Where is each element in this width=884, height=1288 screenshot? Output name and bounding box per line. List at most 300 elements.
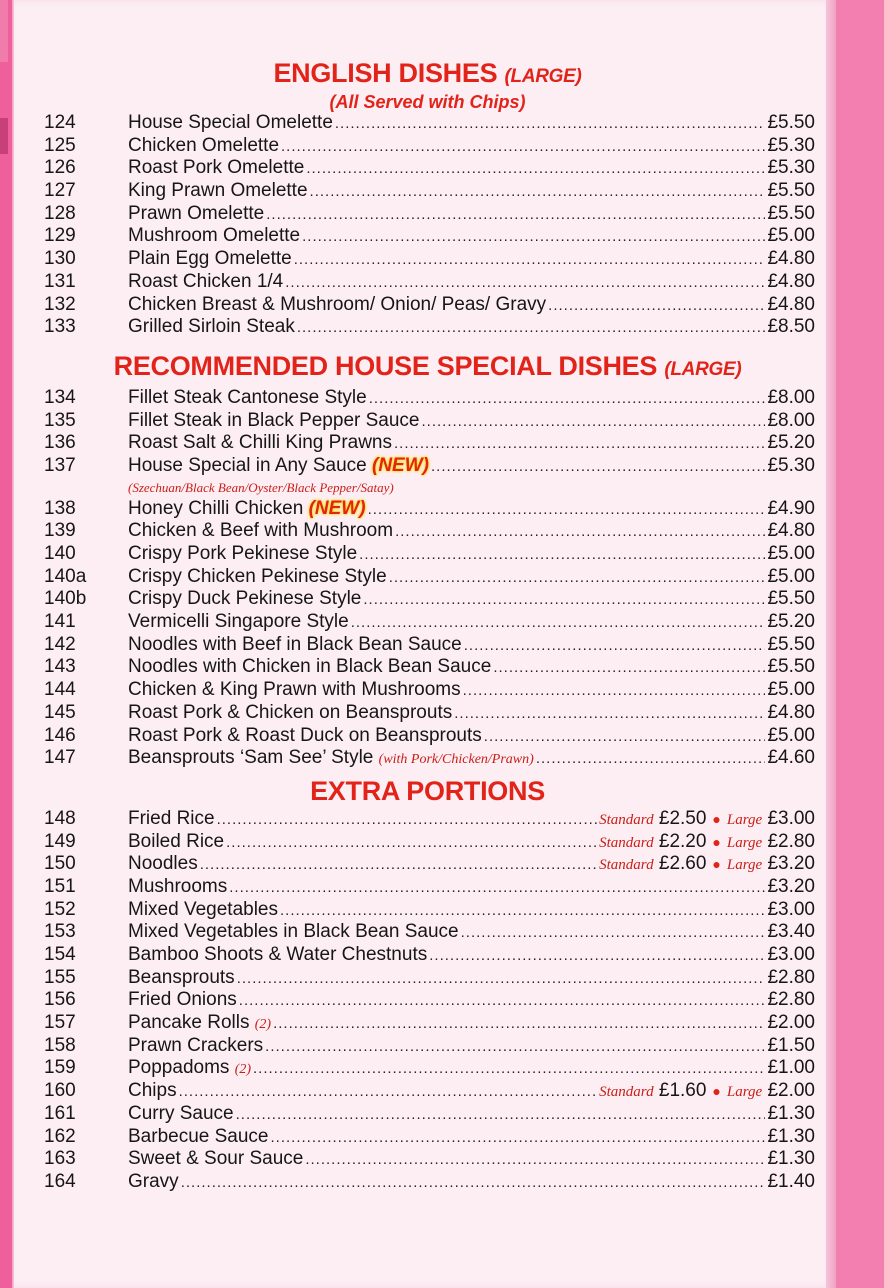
item-price: £1.30 [767,1125,815,1147]
item-name-group [128,1148,303,1170]
standard-price: £1.60 [658,1080,707,1102]
section-english-dishes [40,58,815,339]
item-name: Vermicelli Singapore Style [128,611,349,633]
item-name: Chicken Omelette [128,134,280,156]
item-name: Beansprouts ‘Sam See’ Style [128,747,374,769]
item-price-group [599,853,815,875]
item-price-group [767,747,815,769]
menu-item [40,611,815,634]
leader-dots [271,1129,766,1146]
item-price-group [767,656,815,678]
item-name: Roast Pork Omelette [128,157,305,179]
item-number: 154 [44,944,76,965]
item-price: £3.00 [767,898,815,920]
item-name-group [128,157,304,179]
item-name: Bamboo Shoots & Water Chestnuts [128,944,428,965]
item-name-group [128,112,333,134]
leader-dots [280,902,765,919]
item-name: Mixed Vegetables in Black Bean Sauce [128,921,459,943]
item-number: 134 [44,386,76,408]
item-price: £4.80 [767,293,815,315]
menu-item [40,180,815,203]
leader-dots [369,390,766,407]
item-price: £5.30 [767,454,815,476]
item-name: Fillet Steak in Black Pepper Sauce [128,409,420,431]
item-price: £2.80 [767,989,815,1011]
item-name-group [128,432,392,454]
large-price: £2.80 [767,830,815,852]
section-house-special-dishes [40,351,815,770]
item-name: Beansprouts [128,966,235,988]
item-name: Pancake Rolls [128,1012,250,1034]
large-label: Large [726,857,763,874]
item-price-group [767,1035,815,1057]
item-price-group [767,112,815,134]
menu-list [40,58,815,1194]
item-number: 138 [44,497,76,519]
item-price: £5.00 [767,225,815,247]
item-number: 140 [44,543,76,564]
standard-price: £2.50 [658,807,707,829]
item-price: £5.50 [767,588,815,610]
item-price: £5.20 [767,432,815,454]
leader-dots [431,458,765,475]
item-name: Curry Sauce [128,1102,234,1124]
item-name: Plain Egg Omelette [128,248,292,270]
item-name-group [128,294,546,316]
item-name-group [128,316,295,338]
leader-dots [422,413,766,430]
menu-item [40,876,815,899]
item-name-group [128,611,349,633]
item-price-group [767,1012,815,1034]
leader-dots [181,1174,766,1191]
item-name: Crispy Chicken Pekinese Style [128,565,387,587]
item-price-group [767,634,815,656]
item-name-group [128,808,215,830]
item-price-group [767,271,815,293]
item-name-group [128,248,292,270]
leader-dots [226,834,597,851]
item-price: £1.30 [767,1148,815,1170]
new-badge: (NEW) [308,497,366,519]
item-name: Noodles [128,853,198,875]
item-price: £4.60 [767,747,815,769]
item-name-group [128,566,387,588]
item-name: Honey Chilli Chicken [128,497,304,519]
item-number: 132 [44,293,76,315]
item-name: Sweet & Sour Sauce [128,1148,304,1170]
item-price-group [767,611,815,633]
item-name: Crispy Pork Pekinese Style [128,543,358,564]
item-name-group [128,989,237,1011]
item-price-group [767,543,815,565]
item-number: 139 [44,520,76,542]
item-number: 136 [44,432,76,454]
menu-item [40,1012,815,1035]
item-name-group [128,1126,269,1148]
item-price: £5.30 [767,157,815,179]
item-price-group [767,294,815,316]
item-price-group [767,387,815,409]
item-name-group [128,656,491,678]
item-name: King Prawn Omelette [128,180,308,202]
item-price: £3.40 [767,921,815,943]
item-note: (2) [234,1062,252,1078]
leader-dots [200,856,597,873]
leader-dots [548,297,765,314]
item-number: 133 [44,316,76,338]
item-price: £5.00 [767,724,815,746]
leader-dots [237,970,766,987]
item-price-group [767,1103,815,1125]
item-name: Prawn Crackers [128,1034,264,1056]
item-price: £8.50 [767,316,815,338]
item-name: Chips [128,1080,177,1102]
leader-dots [236,1106,766,1123]
leader-dots [363,591,765,608]
item-number: 129 [44,225,76,247]
item-name: Mixed Vegetables [128,898,278,920]
item-price: £5.00 [767,565,815,587]
standard-label: Standard [599,834,654,851]
item-name: Chicken & Beef with Mushroom [128,520,394,542]
leader-dots [297,319,766,336]
item-price-group [767,702,815,724]
item-number: 128 [44,202,76,224]
menu-item [40,588,815,611]
large-price: £3.00 [767,807,815,829]
item-price-group [767,225,815,247]
menu-item [40,747,815,770]
item-price-group [767,679,815,701]
leader-dots [179,1083,598,1100]
standard-label: Standard [599,1084,654,1101]
item-name-group [128,588,361,610]
item-price-group [767,876,815,898]
leader-dots [394,435,765,452]
item-price-group [767,1057,815,1079]
item-name-group [128,747,534,769]
item-price: £8.00 [767,409,815,431]
item-price: £4.80 [767,520,815,542]
standard-label: Standard [599,857,654,874]
menu-item [40,387,815,410]
menu-item [40,1171,815,1194]
item-name: Mushroom Omelette [128,225,301,247]
item-number: 142 [44,633,76,655]
item-number: 148 [44,807,76,829]
menu-item [40,656,815,679]
item-number: 161 [44,1102,76,1124]
leader-dots [302,228,765,245]
item-price-group [767,899,815,921]
item-subnote: (Szechuan/Black Bean/Oyster/Black Pepper/Satay) [128,479,394,495]
large-label: Large [726,811,763,828]
item-number: 164 [44,1170,76,1192]
item-number: 150 [44,853,76,875]
leader-dots [281,138,765,155]
leader-dots [464,637,766,654]
menu-item [40,294,815,317]
item-name: Roast Salt & Chilli King Prawns [128,432,392,454]
section-title-text: EXTRA PORTIONS [310,775,545,806]
item-price-group [767,967,815,989]
menu-item [40,944,815,967]
leader-dots [484,728,766,745]
item-name: Crispy Duck Pekinese Style [128,588,362,610]
item-name-group [128,520,393,542]
menu-item [40,1126,815,1149]
menu-item [40,203,815,226]
item-price-group [767,1148,815,1170]
item-name-group [128,679,461,701]
menu-item [40,498,815,521]
item-price-group [767,316,815,338]
item-name-group [128,203,264,225]
item-price: £8.00 [767,386,815,408]
item-name: Noodles with Beef in Black Bean Sauce [128,633,462,655]
item-number: 153 [44,921,76,943]
item-number: 155 [44,966,76,988]
standard-price: £2.60 [658,853,707,875]
menu-item [40,853,815,876]
item-price-group [599,1080,815,1102]
leader-dots [368,501,766,518]
item-name: Grilled Sirloin Steak [128,316,295,338]
large-label: Large [726,834,763,851]
leader-dots [461,924,766,941]
menu-item [40,455,815,478]
item-name: Gravy [128,1170,179,1192]
item-number: 159 [44,1057,76,1079]
large-price: £2.00 [767,1080,815,1102]
section-size-tag: (LARGE) [504,66,582,87]
item-number: 124 [44,112,76,133]
item-price: £2.00 [767,1012,815,1034]
item-price: £1.30 [767,1102,815,1124]
item-name-group [128,921,459,943]
item-price-group [767,157,815,179]
item-name: Boiled Rice [128,830,225,852]
item-number: 127 [44,180,76,202]
bullet-icon: ● [712,1083,721,1100]
item-name-group [128,702,452,724]
leader-dots [536,750,766,767]
item-name-group [128,725,482,747]
leader-dots [273,1015,765,1032]
item-name: Roast Pork & Chicken on Beansprouts [128,701,453,723]
item-number: 147 [44,747,76,769]
menu-item [40,520,815,543]
leader-dots [285,274,765,291]
leader-dots [359,546,765,563]
large-label: Large [726,1084,763,1101]
item-name-group [128,225,300,247]
leader-dots [239,992,766,1009]
item-number: 151 [44,875,76,897]
bullet-icon: ● [712,833,721,850]
menu-item [40,1080,815,1103]
leader-dots [351,614,766,631]
menu-item [40,1103,815,1126]
menu-item [40,135,815,158]
section-title-text: ENGLISH DISHES [273,58,498,88]
item-number: 146 [44,724,76,746]
menu-item [40,679,815,702]
menu-item [40,225,815,248]
item-price: £5.50 [767,202,815,224]
item-price: £4.80 [767,701,815,723]
section-subtitle: (All Served with Chips) [329,92,526,112]
item-price: £4.90 [767,497,815,519]
menu-item [40,157,815,180]
item-number: 152 [44,898,76,920]
menu-item [40,566,815,589]
leader-dots [266,206,765,223]
leader-dots [305,1151,765,1168]
item-price: £5.00 [767,679,815,701]
item-name-group [128,1035,263,1057]
item-note: (with Pork/Chicken/Prawn) [378,752,534,768]
menu-item [40,702,815,725]
item-price-group [767,566,815,588]
leader-dots [253,1060,765,1077]
item-number: 156 [44,989,76,1011]
item-number: 149 [44,830,76,852]
item-note: (2) [254,1017,272,1033]
item-price-group [767,203,815,225]
item-price: £5.50 [767,656,815,678]
menu-item [40,248,815,271]
leader-dots [463,682,766,699]
menu-item [40,1057,815,1080]
item-number: 162 [44,1125,76,1147]
left-pink-edge [0,0,12,1288]
item-number: 141 [44,611,76,633]
item-name-group [128,543,357,565]
item-number: 131 [44,270,76,292]
item-name: Roast Pork & Roast Duck on Beansprouts [128,724,482,746]
item-name: Fillet Steak Cantonese Style [128,386,367,408]
item-name-group [128,831,224,853]
item-price: £5.50 [767,633,815,655]
item-price-group [767,921,815,943]
leader-dots [493,659,765,676]
menu-item [40,112,815,135]
item-name-group [128,1057,251,1079]
right-pink-border [836,0,884,1288]
item-name-group [128,1080,177,1102]
item-name-group [128,410,420,432]
item-number: 126 [44,157,76,179]
item-price-group [767,180,815,202]
item-price-group [767,588,815,610]
item-name-group [128,135,279,157]
item-name-group [128,455,429,477]
leader-dots [229,879,765,896]
item-price-group [767,1171,815,1193]
item-name-group [128,1103,234,1125]
item-number: 158 [44,1034,76,1056]
item-number: 135 [44,409,76,431]
section-size-tag: (LARGE) [664,358,742,380]
item-name: Fried Rice [128,807,215,829]
item-price-group [767,498,815,520]
item-name: House Special Omelette [128,112,333,133]
item-price-group [767,989,815,1011]
standard-label: Standard [599,811,654,828]
item-number: 143 [44,656,76,678]
menu-item [40,967,815,990]
item-number: 137 [44,454,76,476]
item-price-group [767,432,815,454]
section-title [40,776,815,806]
menu-item [40,808,815,831]
item-price-group [767,944,815,966]
item-price: £3.20 [767,875,815,897]
item-price-group [767,135,815,157]
menu-item [40,989,815,1012]
menu-item [40,921,815,944]
item-name: House Special in Any Sauce [128,454,367,476]
item-number: 130 [44,248,76,270]
section-title [40,58,815,92]
item-name: Barbecue Sauce [128,1125,269,1147]
item-name: Roast Chicken 1/4 [128,270,284,292]
menu-item [40,543,815,566]
item-number: 125 [44,134,76,156]
item-price-group [767,455,815,477]
menu-item [40,432,815,455]
menu-item [40,316,815,339]
item-name-group [128,498,366,520]
item-price: £5.20 [767,611,815,633]
item-name-group [128,944,427,966]
item-name-group [128,180,308,202]
leader-dots [265,1038,765,1055]
item-name-group [128,271,283,293]
item-name-group [128,876,227,898]
bullet-icon: ● [712,810,721,827]
menu-item [40,1148,815,1171]
item-name: Fried Onions [128,989,237,1011]
item-name: Prawn Omelette [128,202,265,224]
bullet-icon: ● [712,856,721,873]
leader-dots [389,569,766,586]
item-price: £5.50 [767,180,815,202]
item-price: £1.40 [767,1170,815,1192]
item-price-group [767,248,815,270]
menu-item [40,634,815,657]
item-price: £5.00 [767,543,815,564]
item-price: £1.00 [767,1057,815,1079]
menu-item [40,725,815,748]
item-name: Noodles with Chicken in Black Bean Sauce [128,656,492,678]
item-name-group [128,899,278,921]
leader-dots [306,160,765,177]
standard-price: £2.20 [658,830,707,852]
item-price: £4.80 [767,270,815,292]
item-price-group [599,808,815,830]
leader-dots [429,947,765,964]
item-price-group [767,520,815,542]
item-number: 163 [44,1148,76,1170]
right-page-edge [826,0,836,1288]
menu-item [40,1035,815,1058]
item-name-group [128,853,198,875]
menu-item [40,410,815,433]
